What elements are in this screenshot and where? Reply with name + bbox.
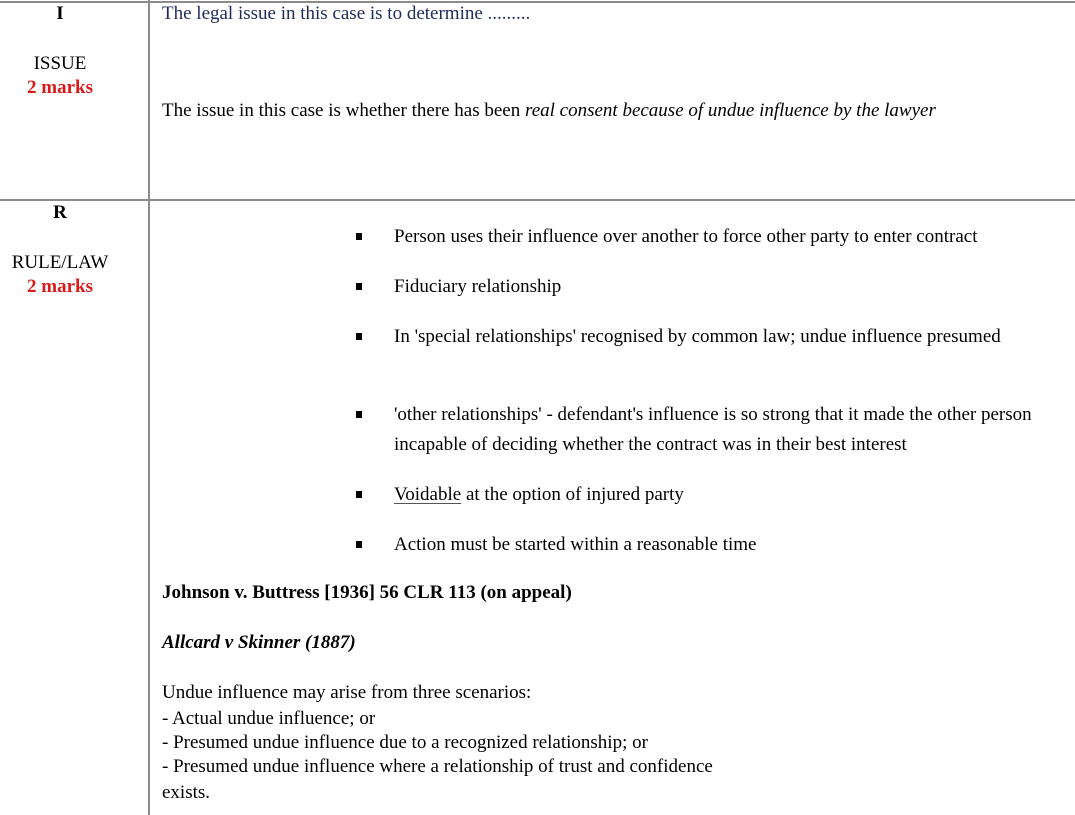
square-bullet-icon bbox=[356, 233, 362, 240]
scenario-line: - Presumed undue influence due to a recognized relationship; or bbox=[162, 732, 648, 753]
issue-answer-lead: The issue in this case is whether there has been bbox=[162, 100, 525, 121]
rule-bullet-text: Fiduciary relationship bbox=[394, 276, 562, 297]
issue-label-cell bbox=[0, 2, 120, 100]
rule-bullet-text: Person uses their influence over another to force other party to enter contract bbox=[394, 226, 978, 247]
issue-answer-emphasis: real consent because of undue influence by the lawyer bbox=[525, 100, 936, 121]
rule-label-cell bbox=[0, 201, 120, 299]
scenario-line: exists. bbox=[162, 782, 211, 803]
scenarios-intro: Undue influence may arise from three scenarios: bbox=[162, 682, 532, 703]
square-bullet-icon bbox=[356, 541, 362, 548]
case-citation-johnson: Johnson v. Buttress [1936] 56 CLR 113 (on appeal) bbox=[162, 582, 572, 603]
scenario-line: - Actual undue influence; or bbox=[162, 708, 376, 729]
issue-letter: I bbox=[56, 3, 64, 24]
issue-prompt: The legal issue in this case is to determine ......... bbox=[162, 3, 531, 24]
issue-marks: 2 marks bbox=[27, 77, 93, 98]
square-bullet-icon bbox=[356, 333, 362, 340]
issue-label: ISSUE bbox=[33, 53, 87, 74]
rule-bullet-text: 'other relationships' - defendant's influence is so strong that it made the other person incapable of deciding whether the contract was in their best interest bbox=[394, 404, 1032, 455]
row-divider bbox=[0, 199, 1075, 201]
rule-bullet-text: Action must be started within a reasonable time bbox=[394, 534, 757, 555]
rule-label: RULE/LAW bbox=[11, 252, 109, 273]
rule-letter: R bbox=[53, 202, 67, 223]
voidable-term: Voidable bbox=[394, 484, 462, 505]
issue-answer bbox=[162, 99, 936, 123]
square-bullet-icon bbox=[356, 283, 362, 290]
column-divider bbox=[148, 0, 150, 815]
voidable-rest: at the option of injured party bbox=[465, 484, 684, 505]
square-bullet-icon bbox=[356, 491, 362, 498]
square-bullet-icon bbox=[356, 411, 362, 418]
rule-bullet-text bbox=[394, 480, 1074, 510]
rule-marks: 2 marks bbox=[27, 276, 93, 297]
case-citation-allcard: Allcard v Skinner (1887) bbox=[162, 632, 356, 653]
rule-bullet-text: In 'special relationships' recognised by common law; undue influence presumed bbox=[394, 326, 1001, 347]
scenario-line: - Presumed undue influence where a relationship of trust and confidence bbox=[162, 756, 713, 777]
